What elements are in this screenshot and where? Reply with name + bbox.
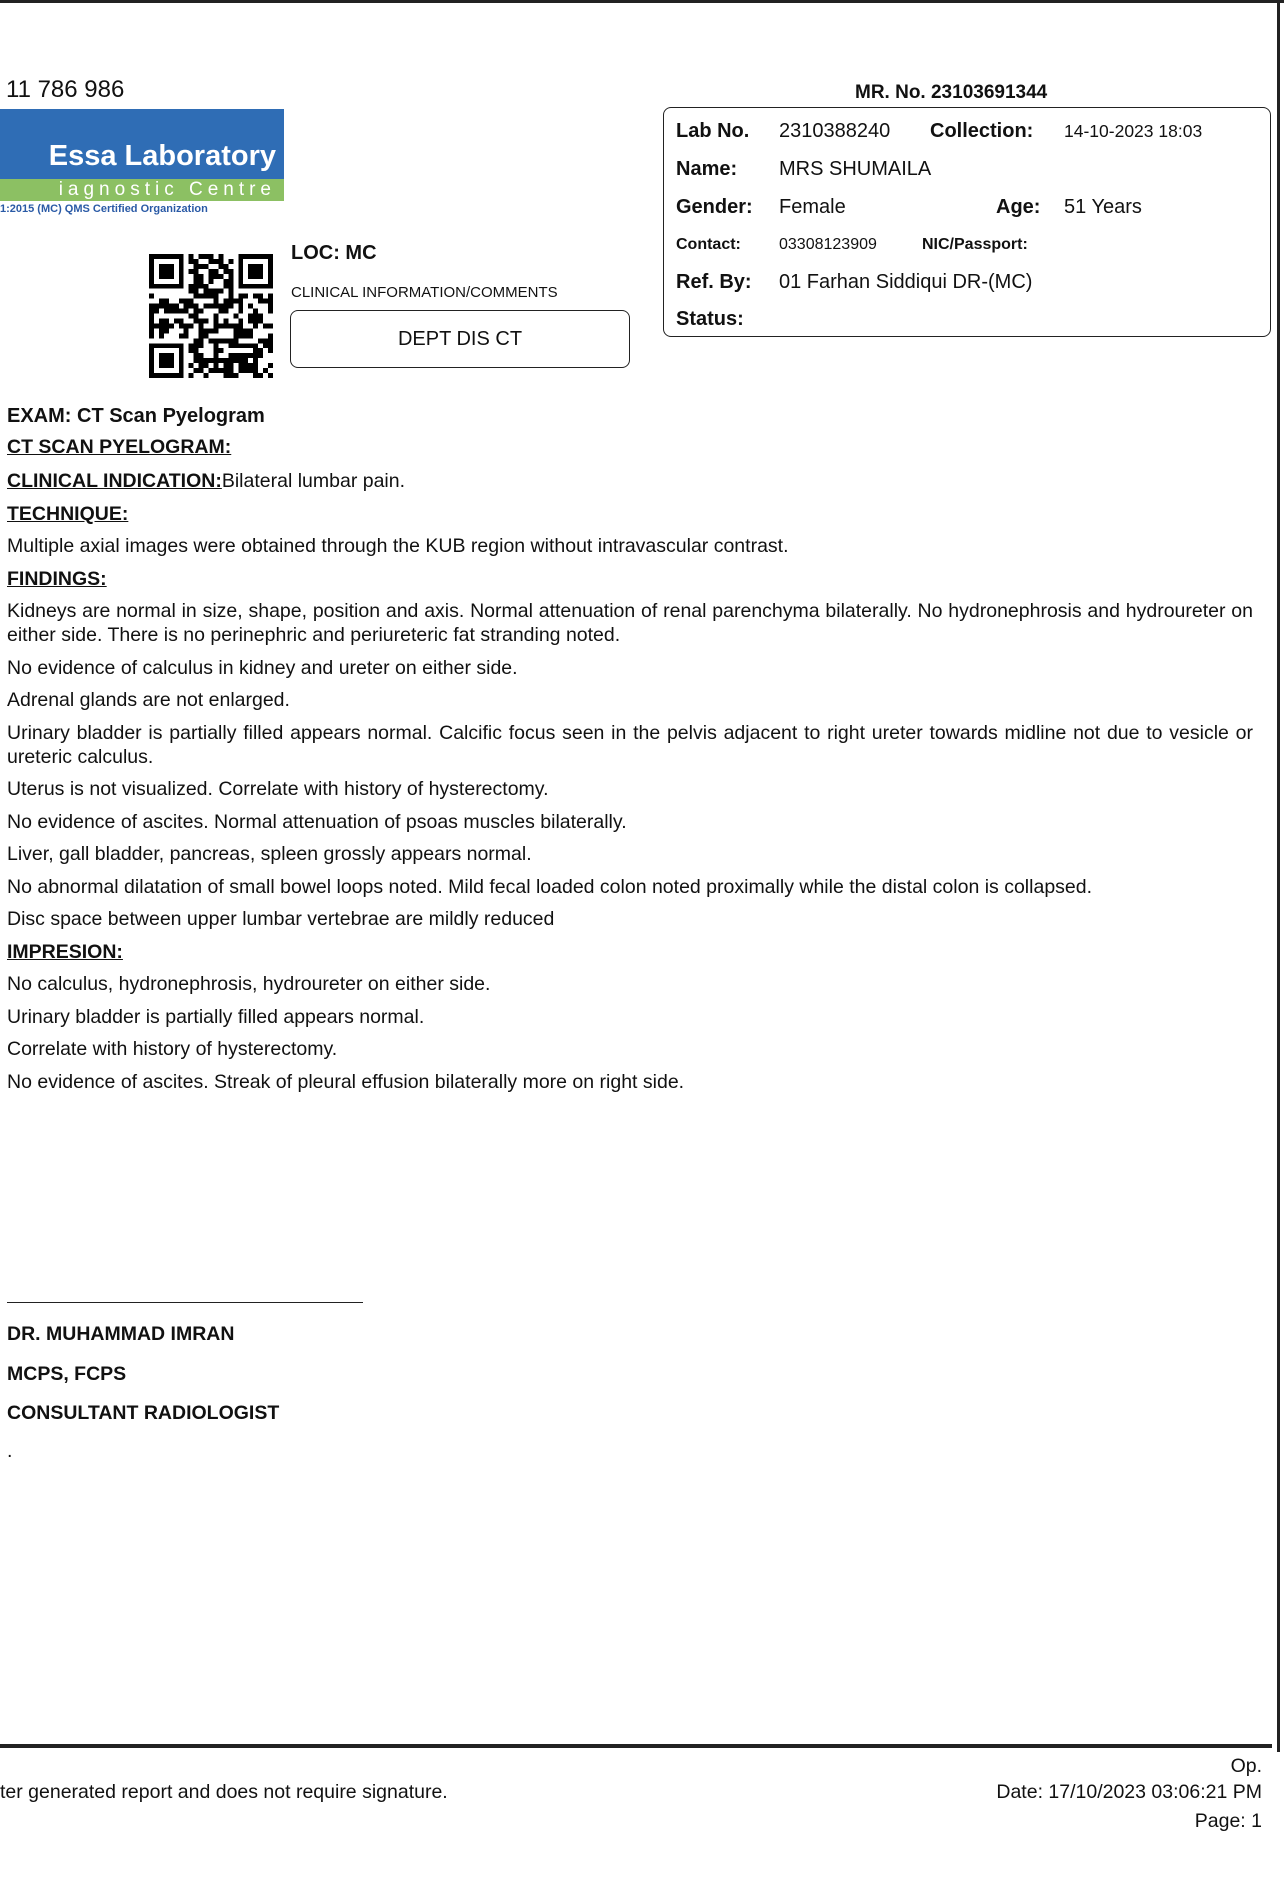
status-label: Status: <box>676 308 744 330</box>
age-label: Age: <box>996 196 1041 218</box>
ref-value: 01 Farhan Siddiqui DR-(MC) <box>779 271 1033 293</box>
impression-item: No calculus, hydronephrosis, hydroureter on either side. <box>7 973 491 995</box>
gender-row <box>676 196 1142 219</box>
clinical-info-label: CLINICAL INFORMATION/COMMENTS <box>291 284 558 301</box>
lab-no-row <box>676 120 1202 143</box>
finding-item: No evidence of calculus in kidney and ureter on either side. <box>7 656 518 679</box>
patient-info-box <box>663 107 1271 337</box>
lab-logo <box>0 109 284 215</box>
ref-row <box>676 271 1032 294</box>
report-body <box>7 435 1253 1102</box>
page-border-right <box>1277 0 1280 1752</box>
finding-item: Liver, gall bladder, pancreas, spleen grossly appears normal. <box>7 843 532 865</box>
collection-label: Collection: <box>930 120 1034 142</box>
doctor-title: CONSULTANT RADIOLOGIST <box>7 1402 280 1424</box>
name-value: MRS SHUMAILA <box>779 158 932 180</box>
ref-label: Ref. By: <box>676 271 752 293</box>
name-row <box>676 158 931 181</box>
finding-item: No abnormal dilatation of small bowel loops noted. Mild fecal loaded colon noted proximally while the distal colon is collapsed. <box>7 875 1093 898</box>
finding-item: Urinary bladder is partially filled appears normal. Calcific focus seen in the pelvis adjacent to right ureter towards midline not due to vesicle or ureteric calculus. <box>7 721 1253 768</box>
impression-item: Urinary bladder is partially filled appears normal. <box>7 1005 425 1028</box>
nic-label: NIC/Passport: <box>922 236 1028 253</box>
footer-op: Op. <box>1230 1755 1262 1777</box>
footer-divider <box>0 1744 1272 1748</box>
logo-certification: 1:2015 (MC) QMS Certified Organization <box>0 203 208 215</box>
signature-line <box>7 1302 363 1303</box>
logo-title: Essa Laboratory <box>0 109 284 179</box>
doctor-name: DR. MUHAMMAD IMRAN <box>7 1323 235 1345</box>
page-border-top <box>0 0 1284 3</box>
footer-date: Date: 17/10/2023 03:06:21 PM <box>996 1781 1262 1803</box>
location: LOC: MC <box>291 242 377 264</box>
contact-row <box>676 236 1028 254</box>
finding-item: Uterus is not visualized. Correlate with history of hysterectomy. <box>7 778 549 800</box>
impression-item: Correlate with history of hysterectomy. <box>7 1038 338 1060</box>
contact-value: 03308123909 <box>779 236 877 253</box>
clinical-indication <box>7 469 1253 493</box>
clinical-indication-value: Bilateral lumbar pain. <box>221 470 406 492</box>
logo-subtitle: iagnostic Centre <box>0 179 284 201</box>
finding-item: Kidneys are normal in size, shape, position and axis. Normal attenuation of renal parenchyma bilaterally. No hydronephrosis and hydroureter on either side. There is no perinephric and periureteric fat stranding noted. <box>7 600 1253 646</box>
technique-text: Multiple axial images were obtained through the KUB region without intravascular contrast. <box>7 535 789 557</box>
lab-no-value: 2310388240 <box>779 120 891 142</box>
gender-label: Gender: <box>676 196 753 218</box>
finding-item: Adrenal glands are not enlarged. <box>7 689 290 711</box>
doctor-qualifications: MCPS, FCPS <box>7 1363 127 1385</box>
footer-page: Page: 1 <box>1194 1810 1262 1832</box>
mr-number: MR. No. 23103691344 <box>855 82 1048 103</box>
technique-heading: TECHNIQUE: <box>7 502 129 525</box>
finding-item: Disc space between upper lumbar vertebrae are mildly reduced <box>7 908 555 930</box>
qr-code-icon <box>149 254 273 378</box>
findings-heading: FINDINGS: <box>7 567 107 590</box>
signature-dot: . <box>7 1440 13 1462</box>
impression-item: No evidence of ascites. Streak of pleural effusion bilaterally more on right side. <box>7 1070 685 1093</box>
gender-value: Female <box>779 196 846 218</box>
name-label: Name: <box>676 158 738 180</box>
lab-no-label: Lab No. <box>676 120 750 142</box>
clinical-indication-label: CLINICAL INDICATION: <box>7 470 222 492</box>
contact-label: Contact: <box>676 236 741 253</box>
footer-note: ter generated report and does not require signature. <box>0 1781 448 1803</box>
age-value: 51 Years <box>1064 196 1142 218</box>
finding-item: No evidence of ascites. Normal attenuation of psoas muscles bilaterally. <box>7 810 627 833</box>
exam-name: EXAM: CT Scan Pyelogram <box>7 405 265 427</box>
status-row <box>676 308 744 331</box>
findings-list <box>7 599 1253 931</box>
report-title: CT SCAN PYELOGRAM: <box>7 436 232 458</box>
lab-phone: 11 786 986 <box>6 76 125 103</box>
collection-value: 14-10-2023 18:03 <box>1064 121 1203 141</box>
impression-heading: IMPRESION: <box>7 940 123 963</box>
clinical-info-box: DEPT DIS CT <box>290 310 630 368</box>
impression-list <box>7 972 1253 1094</box>
